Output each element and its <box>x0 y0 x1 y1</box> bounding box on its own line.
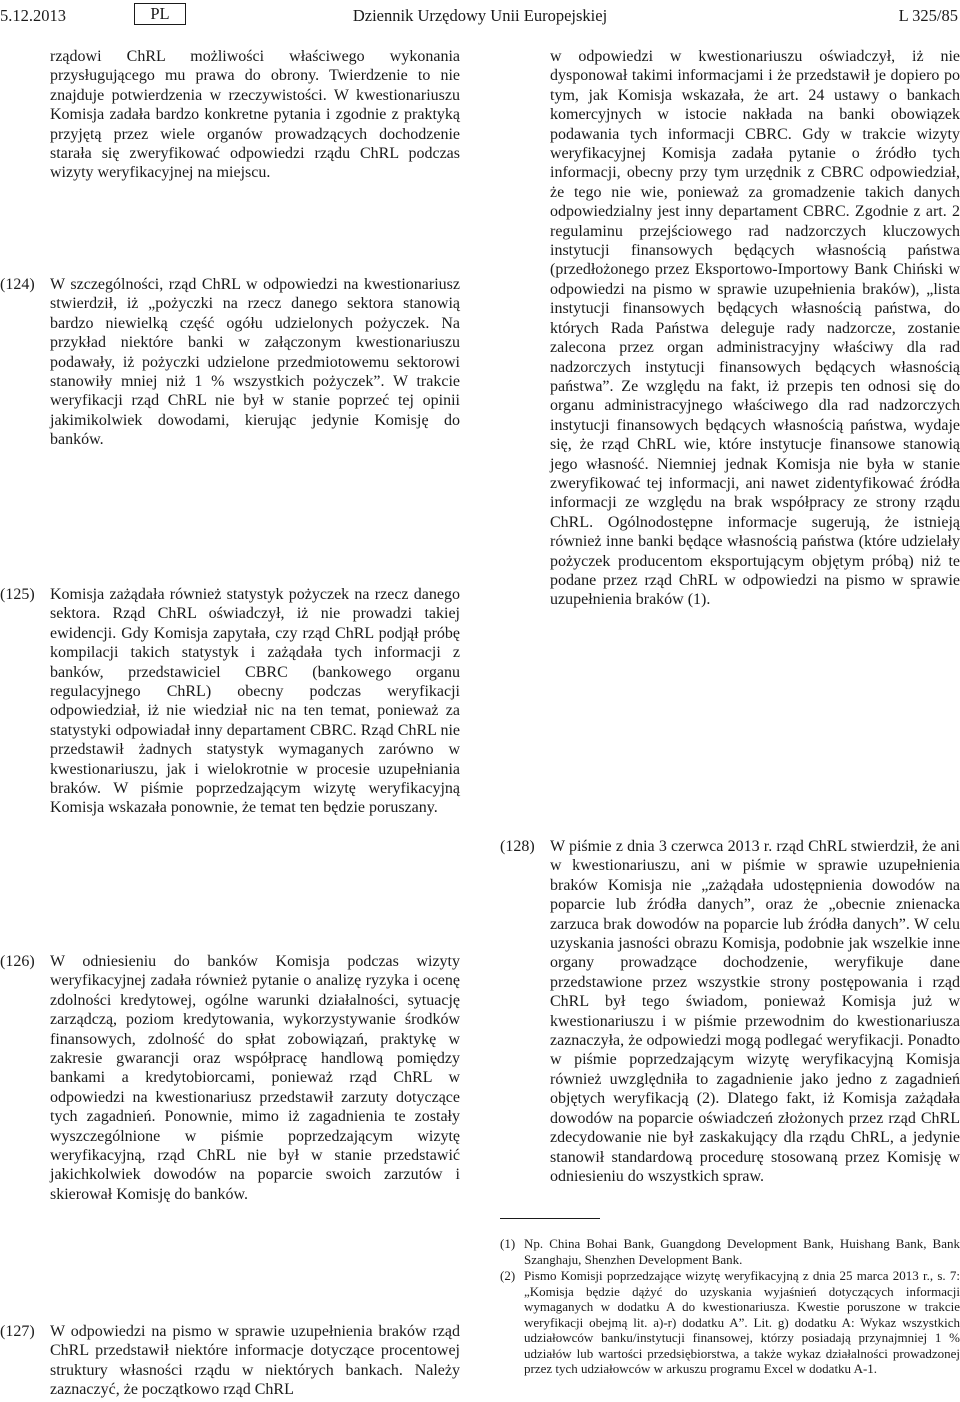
paragraph-text: W szczególności, rząd ChRL w odpowiedzi na kwestionariusz stwierdził, iż „pożyczki na rzecz danego sektora stanowią bardzo niewielką część ogółu udzielonych pożyczek. Na przykład niektóre banki w załączonym kwestionariuszu podawały, iż pożyczki udzielone przedmiotowemu sektorowi stanowiły mniej niż 1 % wszystkich pożyczek”. W trakcie weryfikacji rząd ChRL nie był w stanie poprzeć tej opinii jakimikolwiek dowodami, kierując jedynie Komisję do banków. <box>50 276 460 449</box>
issue-date: 5.12.2013 <box>0 6 66 25</box>
paragraph-125 <box>0 585 460 818</box>
paragraph-text: rządowi ChRL możliwości właściwego wykonania przysługującego mu prawa do obrony. Twierdzenie to nie znajduje potwierdzenia w rzeczywistości. W kwestionariuszu Komisja zadała bardzo konkretne pytania i zgodnie z praktyką przyjętą przez wiele organów prowadzących dochodzenie starała się zweryfikować odpowiedzi rządu ChRL podczas wizyty weryfikacyjnej na miejscu. <box>50 48 460 182</box>
paragraph-127 <box>0 1322 460 1400</box>
page-header <box>0 0 960 30</box>
footnote-2 <box>500 1268 960 1377</box>
paragraph-number: (126) <box>0 953 35 970</box>
paragraph-text: w odpowiedzi w kwestionariuszu oświadczył, iż nie dysponował takimi informacjami i że przedstawił je dopiero po tym, jak Komisja wskazała, że art. 24 ustawy o bankach komercyjnych w istocie nakłada na banki obowiązek podawania tych informacji CBRC. Gdy w trakcie wizyty weryfikacyjnej Komisja zadała pytanie o źródło tych informacji, obecny przy tym urzędnik z CBRC odpowiedział, że tego nie wie, ponieważ za gromadzenie takich danych odpowiedzialny jest inny departament CBRC. Zgodnie z art. 2 regulaminu przejściowego rad nadzorczych kluczowych instytucji finansowych będących własnością państwa (przedłożonego przez Eksportowo-Importowy Bank Chiński w odpowiedzi na pismo w sprawie uzupełnienia braków), „lista instytucji finansowych będących własnością państwa, do których Rada Państwa deleguje rady nadzorcze, zostanie zalecona przez organ administracyjny właściwy dla rad nadzorczych instytucji finansowych będących własnością państwa”. Ze względu na fakt, iż przepis ten odnosi się do organu administracyjnego właściwego dla rad nadzorczych instytucji finansowych będących własnością państwa, wydaje się, że rząd ChRL wie, które instytucje finansowe stanowią jego własność. Niemniej jednak Komisja nie była w stanie zweryfikować tej informacji, ani nawet zidentyfikować źródła informacji ze względu na brak współpracy ze strony rządu ChRL. Ogólnodostępne informacje sugerują, że istnieją również inne banki będące własnością państwa (które udzielały pożyczek producentom eksportującym objętym próbą) niż te podane przez rząd ChRL w odpowiedzi na pismo w sprawie uzupełnienia braków (1). <box>550 48 960 609</box>
paragraph-number: (128) <box>500 838 535 855</box>
left-continuation-paragraph <box>0 47 460 183</box>
journal-title: Dziennik Urzędowy Unii Europejskiej <box>352 6 608 25</box>
paragraph-126 <box>0 952 460 1204</box>
paragraph-number: (127) <box>0 1323 35 1340</box>
page-reference: L 325/85 <box>898 6 958 25</box>
footnote-number: (1) <box>500 1236 516 1251</box>
language-badge: PL <box>134 3 186 25</box>
paragraph-text: W odpowiedzi na pismo w sprawie uzupełnienia braków rząd ChRL przedstawił niektóre informacje dotyczące procentowej struktury własności rządu w niektórych bankach. Należy zaznaczyć, że początkowo rząd ChRL <box>50 1323 460 1399</box>
right-continuation-paragraph <box>500 47 960 610</box>
footnote-1 <box>500 1236 960 1267</box>
footnotes <box>500 1236 960 1378</box>
paragraph-number: (125) <box>0 586 35 603</box>
paragraph-128 <box>500 837 960 1186</box>
footnote-separator <box>500 1218 600 1219</box>
paragraph-124 <box>0 275 460 450</box>
paragraph-text: W piśmie z dnia 3 czerwca 2013 r. rząd ChRL stwierdził, że ani w kwestionariuszu, ani w piśmie w sprawie uzupełnienia braków Komisja nie „zażądała udostępnienia dowodów na poparcie lub źródła danych”, oraz że „obecnie znienacka zarzuca brak dowodów na poparcie lub źródła danych”. W celu uzyskania jasności obrazu Komisja, podobnie jak wszelkie inne organy prowadzące dochodzenie, weryfikuje dane przedstawione przez wszystkie strony postępowania i rząd ChRL był tego świadom, ponieważ Komisja już w kwestionariuszu i w piśmie przewodnim do kwestionariusza zaznaczyła, że odpowiedzi mogą podlegać weryfikacji. Ponadto w piśmie poprzedzającym wizytę weryfikacyjną Komisja również uwzględniła to zagadnienie jako jedno z zagadnień objętych weryfikacją (2). Dlatego fakt, iż Komisja zażądała dowodów na poparcie oświadczeń złożonych przez rząd ChRL zdecydowanie nie był zaskakujący dla rządu ChRL, a jedynie stanowił standardową procedurę stosowaną przez Komisję w odniesieniu do wszystkich spraw. <box>550 838 960 1185</box>
paragraph-number: (124) <box>0 276 35 293</box>
paragraph-text: Komisja zażądała również statystyk pożyczek na rzecz danego sektora. Rząd ChRL oświadczył, iż nie prowadzi takiej ewidencji. Gdy Komisja zapytała, czy rząd ChRL podjął próbę kompilacji takich statystyk i zażądała tych informacji z banków, przedstawiciel CBRC (bankowego organu regulacyjnego ChRL) obecny podczas weryfikacji odpowiedział, iż nie wiedział nic na ten temat, ponieważ za statystyki odpowiadał inny departament CBRC. Rząd ChRL nie przedstawił żadnych statystyk wymaganych zarówno w kwestionariuszu, jak i wielokrotnie w procesie uzupełniania braków. W piśmie poprzedzającym wizytę weryfikacyjną Komisja wskazała ponownie, że temat ten będzie poruszany. <box>50 586 460 817</box>
footnote-text: Pismo Komisji poprzedzające wizytę weryfikacyjną z dnia 25 marca 2013 r., s. 7: „Komisja będzie dążyć do uzyskania wyjaśnień dotyczących informacji wymaganych w dodatku A do kwestionariusza. Kwestie poruszone w trakcie weryfikacji obejmą lit. a)-r) dodatku A”. Lit. g) dodatku A: Wykaz wszystkich udziałowców banku/instytucji finansowej, którzy posiadają przynajmniej 1 % udziałów lub wartości przedsiębiorstwa, a także wykaz działalności prowadzonej przez tych udziałowców w arkuszu programu Excel w dodatku A-1. <box>524 1268 960 1376</box>
footnote-number: (2) <box>500 1268 516 1283</box>
footnote-text: Np. China Bohai Bank, Guangdong Development Bank, Huishang Bank, Bank Szanghaju, Shenzhen Development Bank. <box>524 1236 960 1267</box>
paragraph-text: W odniesieniu do banków Komisja podczas wizyty weryfikacyjnej zadała również pytanie o analizę ryzyka i ocenę zdolności kredytowej, ogólne warunki działalności, sytuację zarządczą, poziom kredytowania, wykorzystywanie środków finansowych, zdolność do spłat zobowiązań, praktykę w zakresie gwarancji oraz współpracę handlową pomiędzy bankami a kredytobiorcami, ponieważ rząd ChRL w odpowiedzi na kwestionariusz przedstawił zarzuty dotyczące tych zagadnień. Ponownie, mimo iż zagadnienia te zostały wyszczególnione w piśmie poprzedzającym wizytę weryfikacyjną, rząd ChRL nie był w stanie przedstawić jakichkolwiek dowodów na poparcie swoich zarzutów i skierował Komisję do banków. <box>50 953 460 1203</box>
